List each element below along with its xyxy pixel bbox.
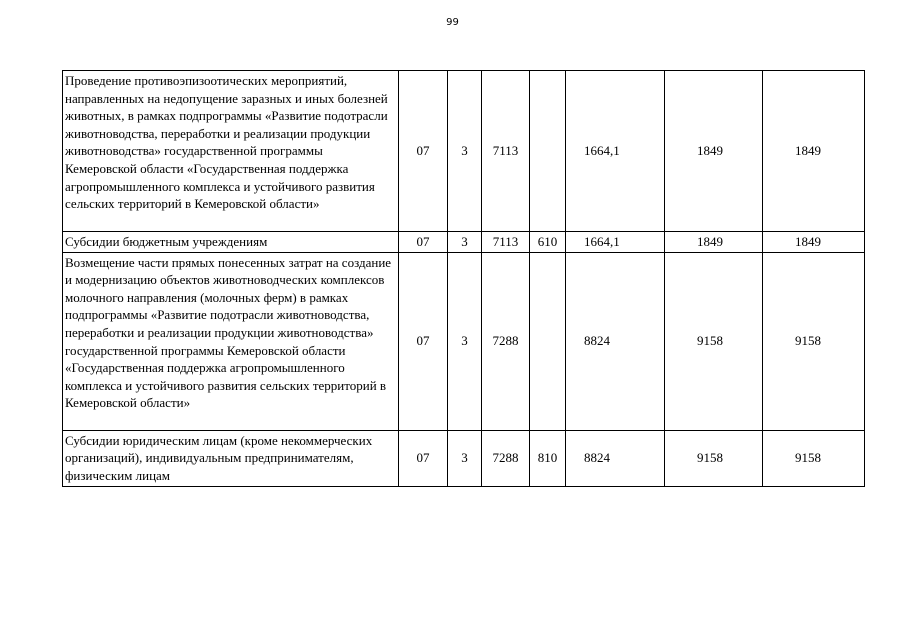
expense-type-code: 610	[530, 232, 566, 253]
row-description: Возмещение части прямых понесенных затрат на создание и модернизацию объектов животноводческих комплексов молочного направления (молочных ферм) в рамках подпрограммы «Развитие подотрасли животноводства, переработки и реализации продукции животноводства» государственной программы Кемеровской области «Государственная поддержка агропромышленного комплекса и устойчивого развития сельских территорий в Кемеровской области»	[63, 252, 399, 430]
amount-year-3: 9158	[763, 252, 865, 430]
table-row	[63, 232, 865, 253]
subsection-code: 3	[448, 430, 482, 486]
row-description: Субсидии бюджетным учреждениям	[63, 232, 399, 253]
section-code: 07	[399, 232, 448, 253]
expense-type-code	[530, 252, 566, 430]
amount-year-1: 8824	[566, 430, 665, 486]
section-code: 07	[399, 71, 448, 232]
section-code: 07	[399, 430, 448, 486]
amount-year-1: 1664,1	[566, 71, 665, 232]
amount-year-3: 1849	[763, 71, 865, 232]
subsection-code: 3	[448, 71, 482, 232]
amount-year-2: 9158	[665, 430, 763, 486]
target-article-code: 7288	[482, 430, 530, 486]
expense-type-code	[530, 71, 566, 232]
amount-year-2: 1849	[665, 232, 763, 253]
row-description: Проведение противоэпизоотических мероприятий, направленных на недопущение заразных и иных болезней животных, в рамках подпрограммы «Развитие подотрасли животноводства, переработки и реализации продукции животноводства» государственной программы Кемеровской области «Государственная поддержка агропромышленного комплекса и устойчивого развития сельских территорий в Кемеровской области»	[63, 71, 399, 232]
table-row	[63, 430, 865, 486]
amount-year-1: 8824	[566, 252, 665, 430]
table-row	[63, 71, 865, 232]
table-row	[63, 252, 865, 430]
row-description: Субсидии юридическим лицам (кроме некоммерческих организаций), индивидуальным предпринимателям, физическим лицам	[63, 430, 399, 486]
target-article-code: 7113	[482, 232, 530, 253]
subsection-code: 3	[448, 252, 482, 430]
target-article-code: 7113	[482, 71, 530, 232]
section-code: 07	[399, 252, 448, 430]
amount-year-3: 1849	[763, 232, 865, 253]
subsection-code: 3	[448, 232, 482, 253]
target-article-code: 7288	[482, 252, 530, 430]
budget-table	[62, 70, 865, 487]
page-number: 99	[446, 17, 459, 28]
amount-year-2: 1849	[665, 71, 763, 232]
amount-year-2: 9158	[665, 252, 763, 430]
amount-year-1: 1664,1	[566, 232, 665, 253]
expense-type-code: 810	[530, 430, 566, 486]
amount-year-3: 9158	[763, 430, 865, 486]
